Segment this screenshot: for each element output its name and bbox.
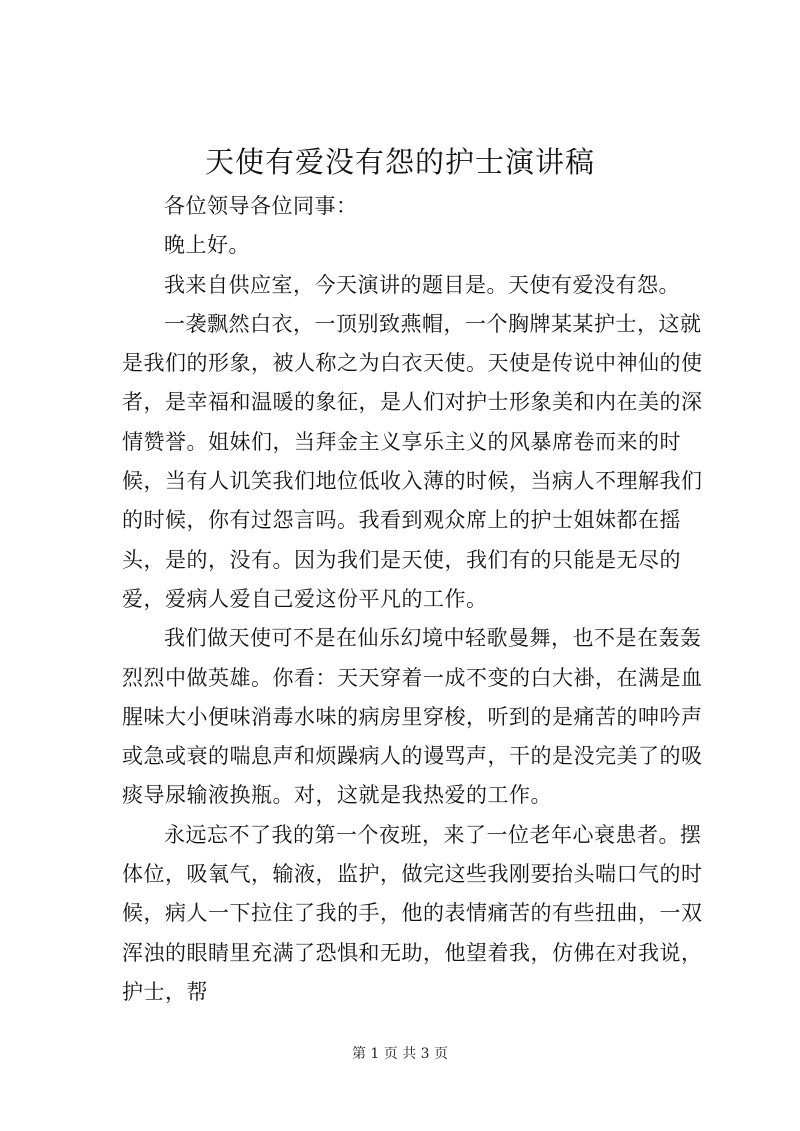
page-number-footer: 第 1 页 共 3 页 — [351, 1046, 449, 1062]
paragraph-salutation: 各位领导各位同事： — [164, 194, 358, 218]
paragraph-topic: 我来自供应室，今天演讲的题目是。天使有爱没有怨。 — [164, 272, 680, 297]
document-body — [122, 187, 712, 1012]
document-title: 天使有爱没有怨的护士演讲稿 — [204, 145, 595, 179]
paragraph-greeting: 晚上好。 — [164, 233, 250, 258]
paragraph-body-1: 一袭飘然白衣，一顶别致燕帽，一个胸牌某某护士，这就是我们的形象，被人称之为白衣天使。天使是传说中神仙的使者，是幸福和温暖的象征，是人们对护士形象美和内在美的深情赞誉。姐妹们，当拜金主义享乐主义的风暴席卷而来的时候，当有人讥笑我们地位低收入薄的时候，当病人不理解我们的时候，你有过怨言吗。我看到观众席上的护士姐妹都在摇头，是的，没有。因为我们是天使，我们有的只能是无尽的爱，爱病人爱自己爱这份平凡的工作。 — [122, 311, 703, 611]
paragraph-body-3: 永远忘不了我的第一个夜班，来了一位老年心衰患者。摆体位，吸氧气，输液，监护，做完这些我刚要抬头喘口气的时候，病人一下拉住了我的手，他的表情痛苦的有些扭曲，一双浑浊的眼睛里充满了恐惧和无助，他望着我，仿佛在对我说，护士，帮 — [122, 822, 703, 1004]
paragraph-body-2: 我们做天使可不是在仙乐幻境中轻歌曼舞，也不是在轰轰烈烈中做英雄。你看：天天穿着一成不变的白大褂，在满是血腥味大小便味消毒水味的病房里穿梭，听到的是痛苦的呻吟声或急或衰的喘息声和烦躁病人的谩骂声，干的是没完美了的吸痰导尿输液换瓶。对，这就是我热爱的工作。 — [122, 626, 703, 808]
